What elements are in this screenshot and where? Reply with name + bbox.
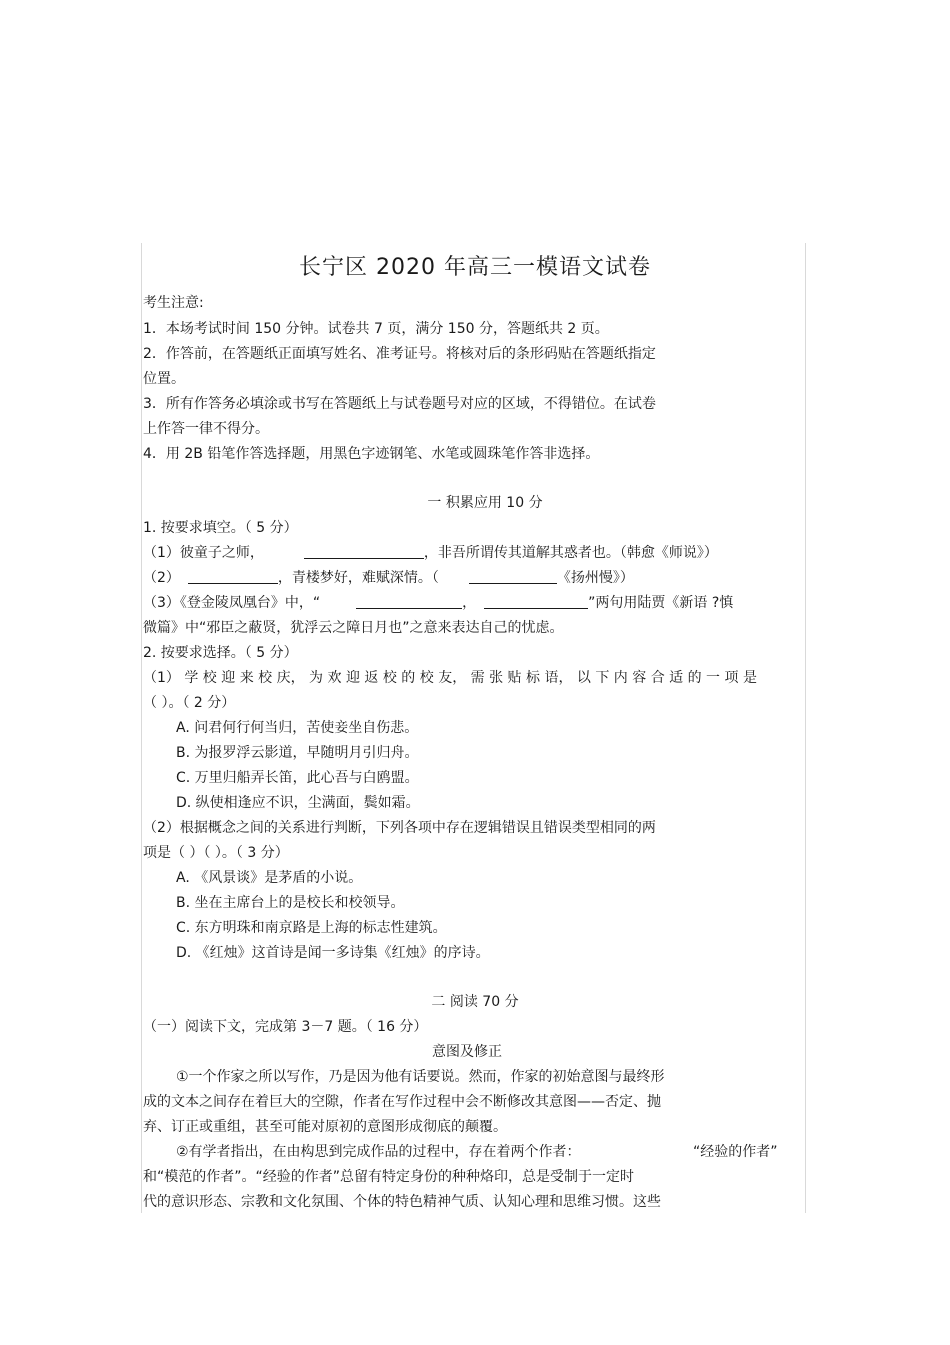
q1-line-1-text-a: （1）彼童子之师， (143, 545, 264, 561)
page-title: 长宁区 2020 年高三一模语文试卷 (299, 255, 651, 280)
q1-line-3-text-a: （3）《登金陵凤凰台》中，“ (143, 595, 321, 611)
answer-blank-3[interactable] (469, 569, 557, 584)
notice-item-4: 4．用 2B 铅笔作答选择题，用黑色字迹钢笔、水笔或圆珠笔作答非选择。 (143, 446, 600, 462)
notice-item-2: 2．作答前，在答题纸正面填写姓名、准考证号。将核对后的条形码贴在答题纸指定 (143, 346, 656, 362)
q2-part1-option-d[interactable]: D. 纵使相逢应不识，尘满面，鬓如霜。 (176, 795, 420, 811)
paragraph-1-line-1: ①一个作家之所以写作，乃是因为他有话要说。然而，作家的初始意图与最终形 (176, 1069, 665, 1085)
q1-line-2-text-a: （2） (143, 570, 180, 586)
q2-part2-stem: （2）根据概念之间的关系进行判断，下列各项中存在逻辑错误且错误类型相同的两 (143, 820, 656, 836)
answer-blank-5[interactable] (484, 594, 588, 609)
answer-blank-4[interactable] (356, 594, 462, 609)
right-page-border (805, 243, 806, 1213)
q1-line-3 (143, 593, 733, 613)
q1-line-2-text-b: ，青楼梦好，难赋深情。（ (277, 570, 439, 586)
q1-stem: 1. 按要求填空。（ 5 分） (143, 520, 298, 536)
q2-part1-option-c[interactable]: C. 万里归船弄长笛，此心吾与白鸥盟。 (176, 770, 419, 786)
q1-line-2-text-c: 《扬州慢》） (556, 570, 634, 586)
q1-line-1-text-b: ，非吾所谓传其道解其惑者也。（韩愈《师说》） (423, 545, 718, 561)
q1-line-2 (143, 568, 634, 588)
answer-blank-1[interactable] (304, 544, 424, 559)
q2-part2-option-a[interactable]: A. 《风景谈》是茅盾的小说。 (176, 870, 363, 886)
q2-part2-option-d[interactable]: D. 《红烛》这首诗是闻一多诗集《红烛》的序诗。 (176, 945, 490, 961)
notice-heading: 考生注意: (143, 295, 204, 311)
q2-part2-option-b[interactable]: B. 坐在主席台上的是校长和校领导。 (176, 895, 405, 911)
paragraph-1-line-3: 弃、订正或重组，甚至可能对原初的意图形成彻底的颠覆。 (143, 1119, 507, 1135)
reading-instructions: （一）阅读下文，完成第 3－7 题。（ 16 分） (143, 1019, 428, 1035)
paragraph-1-line-2: 成的文本之间存在着巨大的空隙，作者在写作过程中会不断修改其意图——否定、抛 (143, 1094, 661, 1110)
paragraph-2-line-3: 代的意识形态、宗教和文化氛围、个体的特色精神气质、认知心理和思维习惯。这些 (143, 1194, 661, 1210)
article-title: 意图及修正 (432, 1044, 502, 1060)
q2-part2-option-c[interactable]: C. 东方明珠和南京路是上海的标志性建筑。 (176, 920, 447, 936)
q2-part1-option-a[interactable]: A. 问君何行何当归，苦使妾坐自伤悲。 (176, 720, 419, 736)
q1-line-3-cont: 微篇》中“邪臣之蔽贤，犹浮云之障日月也”之意来表达自己的忧虑。 (143, 620, 564, 636)
answer-blank-2[interactable] (188, 569, 278, 584)
notice-item-2-cont: 位置。 (143, 371, 185, 387)
paragraph-2-line-2: 和“模范的作者”。“经验的作者”总留有特定身份的种种烙印，总是受制于一定时 (143, 1169, 635, 1185)
paragraph-2-line-1-end: “经验的作者” (693, 1144, 778, 1160)
q1-line-3-text-c: ”两句用陆贾《新语 ?慎 (588, 595, 734, 611)
notice-item-1: 1．本场考试时间 150 分钟。试卷共 7 页，满分 150 分，答题纸共 2 页。 (143, 321, 609, 337)
paragraph-2-line-1: ②有学者指出，在由构思到完成作品的过程中，存在着两个作者： (176, 1144, 581, 1160)
q2-stem: 2. 按要求选择。（ 5 分） (143, 645, 298, 661)
q1-line-3-text-b: ， (462, 595, 477, 611)
q1-line-1 (143, 543, 718, 563)
q2-part1-stem-cont: （ ）。（ 2 分） (143, 695, 236, 711)
notice-item-3: 3．所有作答务必填涂或书写在答题纸上与试卷题号对应的区域，不得错位。在试卷 (143, 396, 656, 412)
notice-item-3-cont: 上作答一律不得分。 (143, 421, 269, 437)
q2-part1-stem: （1） 学 校 迎 来 校 庆， 为 欢 迎 返 校 的 校 友， 需 张 贴 标 语， 以 下 内 容 合 适 的 一 项 是 (143, 670, 757, 686)
section2-heading: 二 阅读 70 分 (431, 994, 519, 1010)
q2-part2-stem-cont: 项是（ ）（ ）。（ 3 分） (143, 845, 289, 861)
left-page-border (141, 243, 142, 1213)
q2-part1-option-b[interactable]: B. 为报罗浮云影道，早随明月引归舟。 (176, 745, 419, 761)
section1-heading: 一 积累应用 10 分 (427, 495, 543, 511)
